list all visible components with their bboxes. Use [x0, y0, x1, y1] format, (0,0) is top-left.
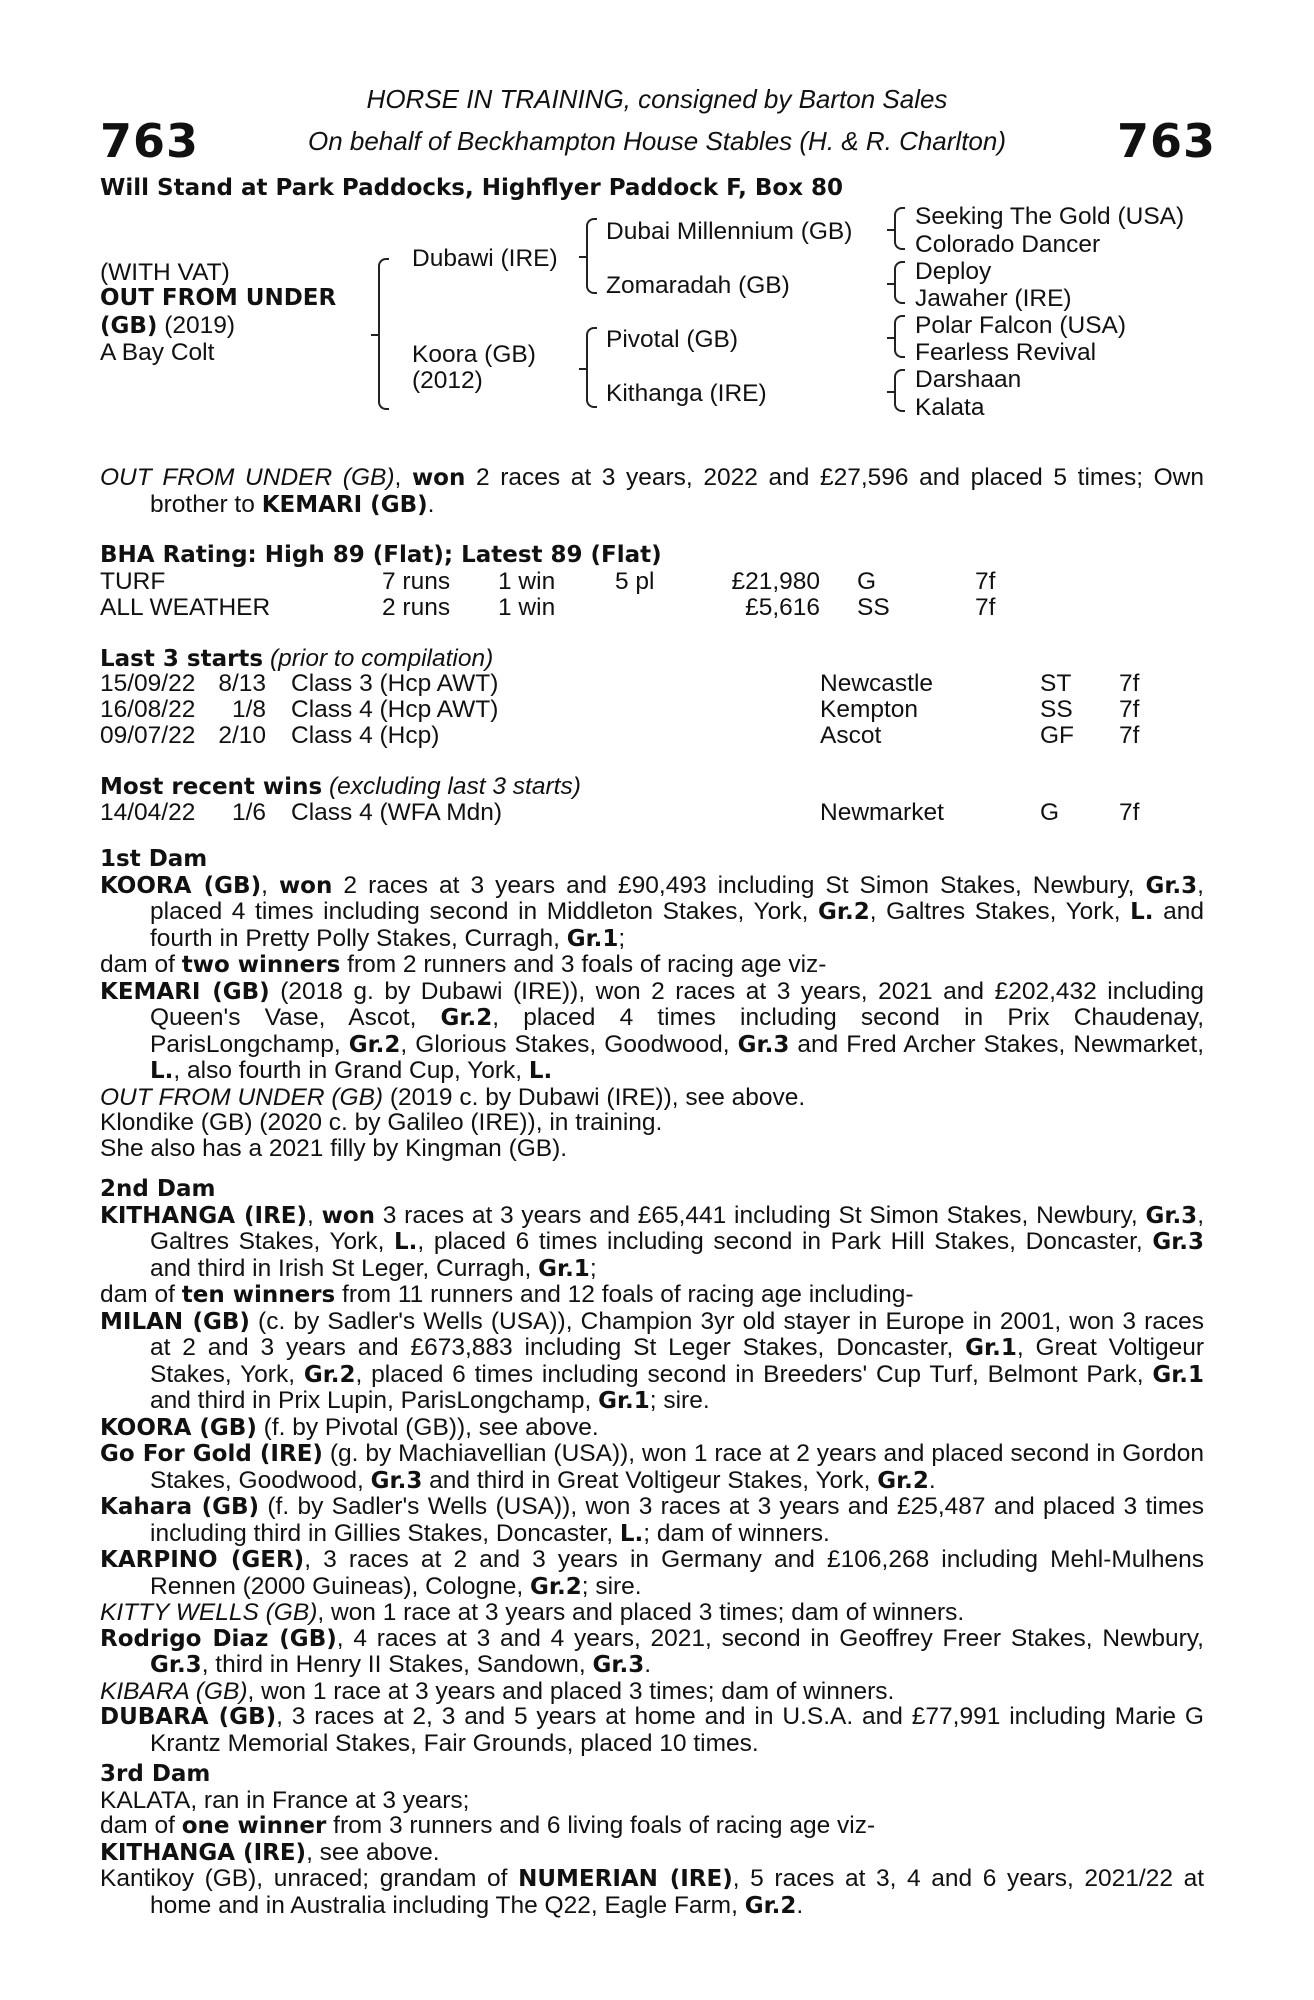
last3-heading: Last 3 starts (prior to compilation) [100, 645, 494, 672]
pedigree-sire: Dubawi (IRE) [412, 245, 558, 272]
dam-of-line: dam of two winners from 2 runners and 3 foals of racing age viz- [100, 951, 827, 978]
brace-gen3-3 [894, 315, 905, 358]
third-dam-section [100, 1762, 1204, 1919]
offspring-kahara: Kahara (GB) (f. by Sadler's Wells (USA)), won 3 races at 3 years and £25,487 and placed 3 times including third in Gillies Stakes, Doncaster, L.; dam of winners. [100, 1493, 1205, 1547]
pedigree-gen3-7: Darshaan [915, 366, 1022, 393]
pedigree-gen3-4: Jawaher (IRE) [915, 285, 1072, 312]
consignor-line: HORSE IN TRAINING, consigned by Barton Sales [366, 84, 948, 114]
offspring-koora: KOORA (GB) (f. by Pivotal (GB)), see above. [100, 1413, 599, 1441]
second-dam-section [100, 1177, 1204, 1756]
first-dam-section [100, 847, 1204, 1161]
brace-gen3-2 [894, 261, 905, 304]
pedigree-dam: Koora (GB) [412, 341, 536, 368]
dam-of-line: dam of one winner from 3 runners and 6 living foals of racing age viz- [100, 1812, 876, 1839]
offspring-klondike: Klondike (GB) (2020 c. by Galileo (IRE)), in training. [100, 1109, 663, 1136]
brace-sire-dam [378, 258, 389, 410]
dam-kalata-record: KALATA, ran in France at 3 years; [100, 1786, 470, 1814]
pedigree-gen3-2: Colorado Dancer [915, 231, 1101, 258]
dam-koora-record: KOORA (GB), won 2 races at 3 years and £90,493 including St Simon Stakes, Newbury, Gr.3, placed 4 times including second in Middleton Stakes, York, Gr.2, Galtres Stakes, York, L. and fourth in Pretty Polly Stakes, Curragh, Gr.1; [100, 871, 1205, 952]
pedigree-gen3-5: Polar Falcon (USA) [915, 312, 1127, 339]
pedigree-gen2-3: Pivotal (GB) [606, 326, 739, 353]
brace-gen3-4 [894, 369, 905, 412]
offspring-dubara: DUBARA (GB), 3 races at 2, 3 and 5 years at home and in U.S.A. and £77,991 including Marie G Krantz Memorial Stakes, Fair Grounds, placed 10 times. [100, 1703, 1204, 1757]
vat-label: (WITH VAT) [100, 259, 230, 286]
bha-rating-heading: BHA Rating: High 89 (Flat); Latest 89 (Flat) [100, 542, 662, 568]
lot-number-left: 763 [100, 114, 200, 168]
offspring-karpino: KARPINO (GER), 3 races at 2 and 3 years in Germany and £106,268 including Mehl-Mulhens Rennen (2000 Guineas), Cologne, Gr.2; sire. [100, 1546, 1204, 1600]
first-dam-heading: 1st Dam [100, 846, 208, 872]
offspring-kemari: KEMARI (GB) (2018 g. by Dubawi (IRE)), won 2 races at 3 years, 2021 and £202,432 including Queen's Vase, Ascot, Gr.2, placed 4 times including second in Prix Chaudenay, ParisLongchamp, Gr.2, Glorious Stakes, Goodwood, Gr.3 and Fred Archer Stakes, Newmarket, L., also fourth in Grand Cup, York, L. [100, 977, 1205, 1084]
offspring-rodrigo-diaz: Rodrigo Diaz (GB), 4 races at 3 and 4 years, 2021, second in Geoffrey Freer Stakes, Newbury, Gr.3, third in Henry II Stakes, Sandown, Gr.3. [100, 1624, 1204, 1678]
pedigree-gen2-1: Dubai Millennium (GB) [606, 218, 853, 245]
catalogue-page: 763 763 HORSE IN TRAINING, consigned by Barton Sales On behalf of Beckhampton House Stables (H. & R. Charlton) Will Stand at Park Paddocks, Highflyer Paddock F, Box 80 (WITH VAT) OUT FROM UNDER (GB) (2019) A Bay Colt Dubawi (IRE) Koora (GB) (2012) Dubai Millennium (GB) Zomaradah (GB) Pivotal (GB) Kithanga (IRE) Seeking The Gold (USA) Colorado Dancer Deploy Jawaher (IRE) Polar Falcon (USA) Fearless Revival Darshaan Kalata OUT FROM UNDER (GB), won 2 races at 3 years, 2022 and £27,596 and placed 5 times; Own brother to KEMARI (GB). BHA Rating: High 89 (Flat); Latest 89 (Flat) TURF 7 runs 1 win 5 pl £21,980 G 7f ALL WEATHER 2 runs 1 win £5,616 SS 7f Last 3 starts (prior to compilation) 15/09/22 8/13 Class 3 (Hcp AWT) Newcastle ST 7f 16/08/22 1/8 Class 4 (Hcp AWT) Kempton SS 7f 09/07/22 2/10 Class 4 (Hcp) Ascot GF 7f Most recent wins (excluding last 3 starts) 14/04/22 1/6 Class 4 (WFA Mdn) Newmarket G 7f 1st Dam KOORA (GB), won 2 races at 3 years and £90,493 including St Simon Stakes, Newbury, Gr.3, placed 4 times including second in Middleton Stakes, York, Gr.2, Galtres Stakes, York, L. and fourth in Pretty Polly Stakes, Curragh, Gr.1; dam of two winners from 2 runners and 3 foals of racing age viz- KEMARI (GB) (2018 g. by Dubawi (IRE)), won 2 races at 3 years, 2021 and £202,432 including Queen's Vase, Ascot, Gr.2, placed 4 times including second in Prix Chaudenay, ParisLongchamp, Gr.2, Glorious Stakes, Goodwood, Gr.3 and Fred Archer Stakes, Newmarket, L., also fourth in Grand Cup, York, L. OUT FROM UNDER (GB) (2019 c. by Dubawi (IRE)), see above. Klondike (GB) (2020 c. by Galileo (IRE)), in training. She also has a 2021 filly by Kingman (GB). 2nd Dam KITHANGA (IRE), won 3 races at 3 years and £65,441 including St Simon Stakes, Newbury, Gr.3, Galtres Stakes, York, L., placed 6 times including second in Park Hill Stakes, Doncaster, Gr.3 and third in Irish St Leger, Curragh, Gr.1; dam of ten winners from 11 runners and 12 foals of racing age including- MILAN (GB) (c. by Sadler's Wells (USA)), Champion 3yr old stayer in Europe in 2001, won 3 races at 2 and 3 years and £673,883 including St Leger Stakes, Doncaster, Gr.1, Great Voltigeur Stakes, York, Gr.2, placed 6 times including second in Breeders' Cup Turf, Belmont Park, Gr.1 and third in Prix Lupin, ParisLongchamp, Gr.1; sire. KOORA (GB) (f. by Pivotal (GB)), see above. Go For Gold (IRE) (g. by Machiavellian (USA)), won 1 race at 2 years and placed second in Gordon Stakes, Goodwood, Gr.3 and third in Great Voltigeur Stakes, York, Gr.2. Kahara (GB) (f. by Sadler's Wells (USA)), won 3 races at 3 years and £25,487 and placed 3 times including third in Gillies Stakes, Doncaster, L.; dam of winners. KARPINO (GER), 3 races at 2 and 3 years in Germany and £106,268 including Mehl-Mulhens Rennen (2000 Guineas), Cologne, Gr.2; sire. KITTY WELLS (GB), won 1 race at 3 years and placed 3 times; dam of winners. Rodrigo Diaz (GB), 4 races at 3 and 4 years, 2021, second in Geoffrey Freer Stakes, Newbury, Gr.3, third in Henry II Stakes, Sandown, Gr.3. KIBARA (GB), won 1 race at 3 years and placed 3 times; dam of winners. DUBARA (GB), 3 races at 2, 3 and 5 years at home and in U.S.A. and £77,991 including Marie G Krantz Memorial Stakes, Fair Grounds, placed 10 times. 3rd Dam KALATA, ran in France at 3 years; dam of one winner from 3 runners and 6 living foals of racing age viz- KITHANGA (IRE), see above. Kantikoy (GB), unraced; grandam of NUMERIAN (IRE), 5 races at 3, 4 and 6 years, 2021/22 at home and in Australia including The Q22, Eagle Farm, Gr.2. [0, 0, 1314, 2000]
offspring-go-for-gold: Go For Gold (IRE) (g. by Machiavellian (USA)), won 1 race at 2 years and placed second in Gordon Stakes, Goodwood, Gr.3 and third in Great Voltigeur Stakes, York, Gr.2. [100, 1440, 1205, 1494]
pedigree-gen3-6: Fearless Revival [915, 339, 1097, 366]
offspring-milan: MILAN (GB) (c. by Sadler's Wells (USA)), Champion 3yr old stayer in Europe in 2001, won 3 races at 2 and 3 years and £673,883 including St Leger Stakes, Doncaster, Gr.1, Great Voltigeur Stakes, York, Gr.2, placed 6 times including second in Breeders' Cup Turf, Belmont Park, Gr.1 and third in Prix Lupin, ParisLongchamp, Gr.1; sire. [100, 1307, 1205, 1414]
dam-also-line: She also has a 2021 filly by Kingman (GB). [100, 1134, 568, 1162]
horse-country-year: (GB) (2019) [100, 312, 236, 339]
dam-kithanga-record: KITHANGA (IRE), won 3 races at 3 years and £65,441 including St Simon Stakes, Newbury, Gr.3, Galtres Stakes, York, L., placed 6 times including second in Park Hill Stakes, Doncaster, Gr.3 and third in Irish St Leger, Curragh, Gr.1; [100, 1201, 1204, 1282]
horse-name: OUT FROM UNDER [100, 285, 337, 311]
pedigree-gen3-3: Deploy [915, 258, 992, 285]
recent-wins-heading: Most recent wins (excluding last 3 starts) [100, 773, 581, 800]
offspring-kantikoy: Kantikoy (GB), unraced; grandam of NUMERIAN (IRE), 5 races at 3, 4 and 6 years, 2021/22 at home and in Australia including The Q22, Eagle Farm, Gr.2. [100, 1865, 1205, 1919]
third-dam-heading: 3rd Dam [100, 1761, 211, 1787]
brace-sire-parents [586, 218, 597, 294]
stand-location: Will Stand at Park Paddocks, Highflyer Paddock F, Box 80 [100, 175, 844, 201]
race-summary: OUT FROM UNDER (GB), won 2 races at 3 years, 2022 and £27,596 and placed 5 times; Own brother to KEMARI (GB). [100, 464, 1204, 518]
pedigree-dam-year: (2012) [412, 367, 483, 394]
dam-of-line: dam of ten winners from 11 runners and 12 foals of racing age including- [100, 1281, 914, 1308]
horse-description: A Bay Colt [100, 339, 215, 366]
brace-gen3-1 [894, 207, 905, 250]
pedigree-gen2-2: Zomaradah (GB) [606, 272, 790, 299]
second-dam-heading: 2nd Dam [100, 1176, 216, 1202]
behalf-line: On behalf of Beckhampton House Stables (H. & R. Charlton) [307, 126, 1006, 156]
pedigree-gen3-8: Kalata [915, 394, 985, 421]
lot-number-right: 763 [1117, 114, 1217, 168]
offspring-kibara: KIBARA (GB), won 1 race at 3 years and placed 3 times; dam of winners. [100, 1677, 895, 1705]
offspring-out-from-under: OUT FROM UNDER (GB) (2019 c. by Dubawi (IRE)), see above. [100, 1083, 806, 1111]
offspring-kitty-wells: KITTY WELLS (GB), won 1 race at 3 years and placed 3 times; dam of winners. [100, 1599, 965, 1626]
brace-dam-parents [586, 327, 597, 408]
offspring-kithanga: KITHANGA (IRE), see above. [100, 1838, 440, 1866]
pedigree-gen3-1: Seeking The Gold (USA) [915, 203, 1185, 230]
pedigree-gen2-4: Kithanga (IRE) [606, 380, 767, 407]
